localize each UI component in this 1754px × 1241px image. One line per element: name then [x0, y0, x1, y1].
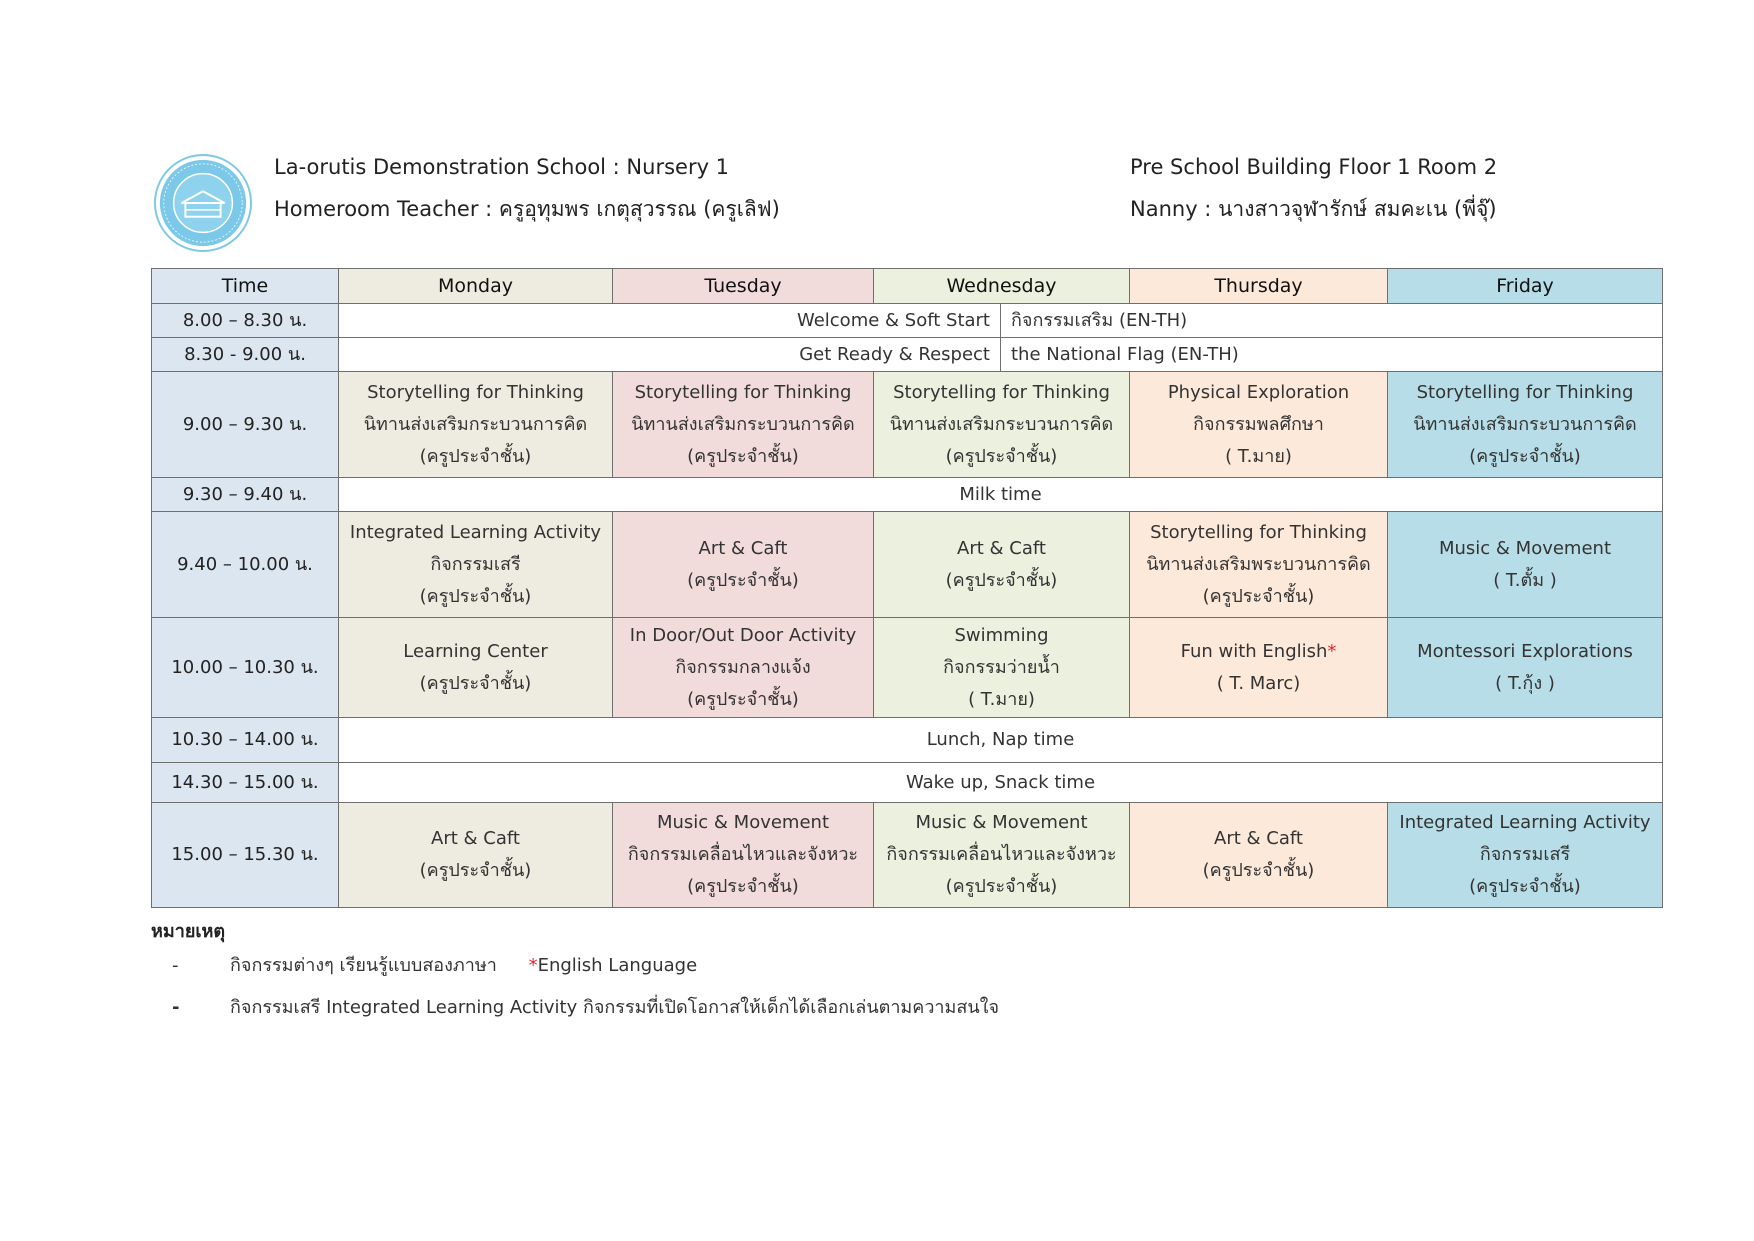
activity-cell-wednesday [874, 803, 1130, 908]
activity-title: Music & Movement [656, 812, 830, 833]
activity-teacher: (ครูประจำชั้น) [419, 445, 532, 467]
activity-thai: กิจกรรมเคลื่อนไหวและจังหวะ [627, 844, 859, 865]
activity-title: Storytelling for Thinking [1150, 521, 1367, 543]
activity-cell-thursday [1130, 618, 1388, 718]
table-row [152, 763, 1663, 803]
activity-cell-thursday [1130, 803, 1388, 908]
table-row [152, 803, 1663, 908]
bullet: - [172, 955, 179, 976]
merged-activity: Lunch, Nap time [339, 718, 1663, 763]
table-row [152, 372, 1663, 478]
building-info: Pre School Building Floor 1 Room 2 [1130, 155, 1498, 179]
school-seal-logo [154, 154, 252, 252]
activity-left: Get Ready & Respect [339, 338, 1001, 371]
activity-left: Welcome & Soft Start [339, 304, 1001, 337]
activity-cell-wednesday [874, 618, 1130, 718]
time-cell: 8.30 - 9.00 น. [152, 338, 339, 372]
nanny-info [1130, 193, 1497, 226]
merged-activity: Milk time [339, 478, 1663, 512]
activity-teacher: (ครูประจำชั้น) [419, 585, 532, 607]
activity-thai: นิทานส่งเสริมกระบวนการคิด [1413, 413, 1637, 435]
note-extra: English Language [537, 955, 698, 976]
table-row [152, 512, 1663, 618]
table-row [152, 618, 1663, 718]
activity-cell-wednesday [874, 512, 1130, 618]
activity-teacher: ( T.ตั้ม ) [1493, 569, 1557, 591]
activity-thai: กิจกรรมกลางแจ้ง [675, 656, 811, 678]
activity-teacher: ( T. Marc) [1216, 672, 1301, 694]
activity-cell-monday [339, 803, 613, 908]
time-cell: 8.00 – 8.30 น. [152, 304, 339, 338]
activity-title: Music & Movement [915, 812, 1088, 833]
activity-title: In Door/Out Door Activity [629, 624, 857, 646]
note-text: กิจกรรมเสรี Integrated Learning Activity กิจกรรมที่เปิดโอกาสให้เด็กได้เลือกเล่นตามความสนใจ [230, 997, 1000, 1018]
activity-teacher: (ครูประจำชั้น) [687, 688, 799, 710]
header-tuesday: Tuesday [613, 269, 874, 304]
activity-thai: นิทานส่งเสริมกระบวนการคิด [631, 413, 855, 435]
activity-title [1134, 636, 1383, 668]
time-cell: 10.00 – 10.30 น. [152, 618, 339, 718]
activity-title: Learning Center [403, 640, 548, 662]
activity-title: Integrated Learning Activity [1399, 812, 1651, 833]
table-row [152, 304, 1663, 338]
activity-teacher: (ครูประจำชั้น) [419, 672, 532, 694]
activity-teacher: (ครูประจำชั้น) [945, 876, 1058, 897]
merged-activity: Wake up, Snack time [339, 763, 1663, 803]
activity-cell-friday [1388, 512, 1663, 618]
activity-title: Storytelling for Thinking [1416, 381, 1634, 403]
header-row [152, 269, 1663, 304]
activity-teacher: (ครูประจำชั้น) [945, 445, 1058, 467]
time-cell: 15.00 – 15.30 น. [152, 803, 339, 908]
activity-title: Physical Exploration [1167, 381, 1350, 403]
activity-cell-tuesday [613, 618, 874, 718]
bullet: - [172, 997, 180, 1018]
activity-title: Storytelling for Thinking [634, 381, 852, 403]
merged-activity [339, 338, 1663, 372]
nanny-label: Nanny : [1130, 197, 1212, 221]
activity-cell-monday [339, 512, 613, 618]
activity-thai: นิทานส่งเสริมพระบวนการคิด [1146, 553, 1371, 575]
header-monday: Monday [339, 269, 613, 304]
time-cell: 14.30 – 15.00 น. [152, 763, 339, 803]
note-item [172, 950, 697, 979]
activity-thai: นิทานส่งเสริมกระบวนการคิด [889, 413, 1114, 435]
english-asterisk: * [528, 955, 538, 976]
activity-cell-monday [339, 618, 613, 718]
activity-teacher: (ครูประจำชั้น) [687, 445, 799, 467]
header-time: Time [152, 269, 339, 304]
activity-thai: กิจกรรมว่ายน้ำ [943, 656, 1060, 678]
activity-right: the National Flag (EN-TH) [1011, 344, 1239, 365]
time-cell: 9.30 – 9.40 น. [152, 478, 339, 512]
activity-teacher: (ครูประจำชั้น) [687, 569, 799, 591]
table-row [152, 338, 1663, 372]
activity-title: Art & Caft [431, 828, 520, 849]
activity-cell-tuesday [613, 803, 874, 908]
school-title: La-orutis Demonstration School : Nursery 1 [274, 155, 730, 179]
activity-teacher: (ครูประจำชั้น) [945, 569, 1058, 591]
activity-teacher: (ครูประจำชั้น) [1202, 585, 1315, 607]
activity-title: Integrated Learning Activity [349, 521, 602, 543]
table-row [152, 478, 1663, 512]
note-item [172, 992, 999, 1021]
activity-title: Art & Caft [698, 537, 788, 559]
note-text: กิจกรรมต่างๆ เรียนรู้แบบสองภาษา [230, 955, 497, 976]
activity-title-text: Fun with English [1180, 640, 1328, 662]
table-row [152, 718, 1663, 763]
activity-thai: กิจกรรมเสรี [430, 553, 521, 575]
teacher-name: ครูอุทุมพร เกตุสุวรรณ (ครูเลิฟ) [498, 197, 780, 221]
activity-teacher: (ครูประจำชั้น) [419, 860, 532, 881]
activity-teacher: ( T.กุ้ง ) [1495, 672, 1555, 694]
time-cell: 9.40 – 10.00 น. [152, 512, 339, 618]
activity-cell-thursday [1130, 512, 1388, 618]
header-friday: Friday [1388, 269, 1663, 304]
activity-title: Art & Caft [957, 537, 1046, 559]
activity-cell-wednesday [874, 372, 1130, 478]
time-cell: 10.30 – 14.00 น. [152, 718, 339, 763]
header-wednesday: Wednesday [874, 269, 1130, 304]
activity-cell-friday [1388, 618, 1663, 718]
activity-thai: กิจกรรมเคลื่อนไหวและจังหวะ [886, 844, 1117, 865]
activity-title: Art & Caft [1214, 828, 1303, 849]
activity-thai: กิจกรรมพลศึกษา [1193, 413, 1324, 435]
timetable [151, 268, 1663, 908]
activity-title: Storytelling for Thinking [893, 381, 1110, 403]
activity-teacher: ( T.มาย) [968, 688, 1035, 710]
teacher-label: Homeroom Teacher : [274, 197, 493, 221]
activity-thai: กิจกรรมเสรี [1479, 844, 1571, 865]
english-asterisk: * [1327, 640, 1337, 662]
activity-cell-tuesday [613, 372, 874, 478]
activity-title: Swimming [954, 624, 1049, 646]
activity-title: Storytelling for Thinking [367, 381, 584, 403]
notes-heading: หมายเหตุ [151, 921, 226, 942]
activity-title: Music & Movement [1438, 537, 1612, 559]
activity-teacher: (ครูประจำชั้น) [1202, 860, 1315, 881]
activity-teacher: (ครูประจำชั้น) [1469, 445, 1581, 467]
activity-teacher: (ครูประจำชั้น) [687, 876, 799, 897]
notes-title [151, 916, 225, 945]
activity-thai: นิทานส่งเสริมกระบวนการคิด [363, 413, 588, 435]
activity-cell-friday [1388, 803, 1663, 908]
header-thursday: Thursday [1130, 269, 1388, 304]
activity-cell-monday [339, 372, 613, 478]
merged-activity [339, 304, 1663, 338]
activity-right: กิจกรรมเสริม (EN-TH) [1011, 310, 1188, 331]
activity-teacher: ( T.มาย) [1225, 445, 1292, 467]
homeroom-teacher [274, 193, 780, 226]
activity-title: Montessori Explorations [1417, 640, 1633, 662]
nanny-name: นางสาวจุฬารักษ์ สมคะเน (พี่จุ๊) [1218, 197, 1497, 221]
activity-cell-friday [1388, 372, 1663, 478]
time-cell: 9.00 – 9.30 น. [152, 372, 339, 478]
activity-cell-tuesday [613, 512, 874, 618]
activity-cell-thursday [1130, 372, 1388, 478]
activity-teacher: (ครูประจำชั้น) [1469, 876, 1581, 897]
